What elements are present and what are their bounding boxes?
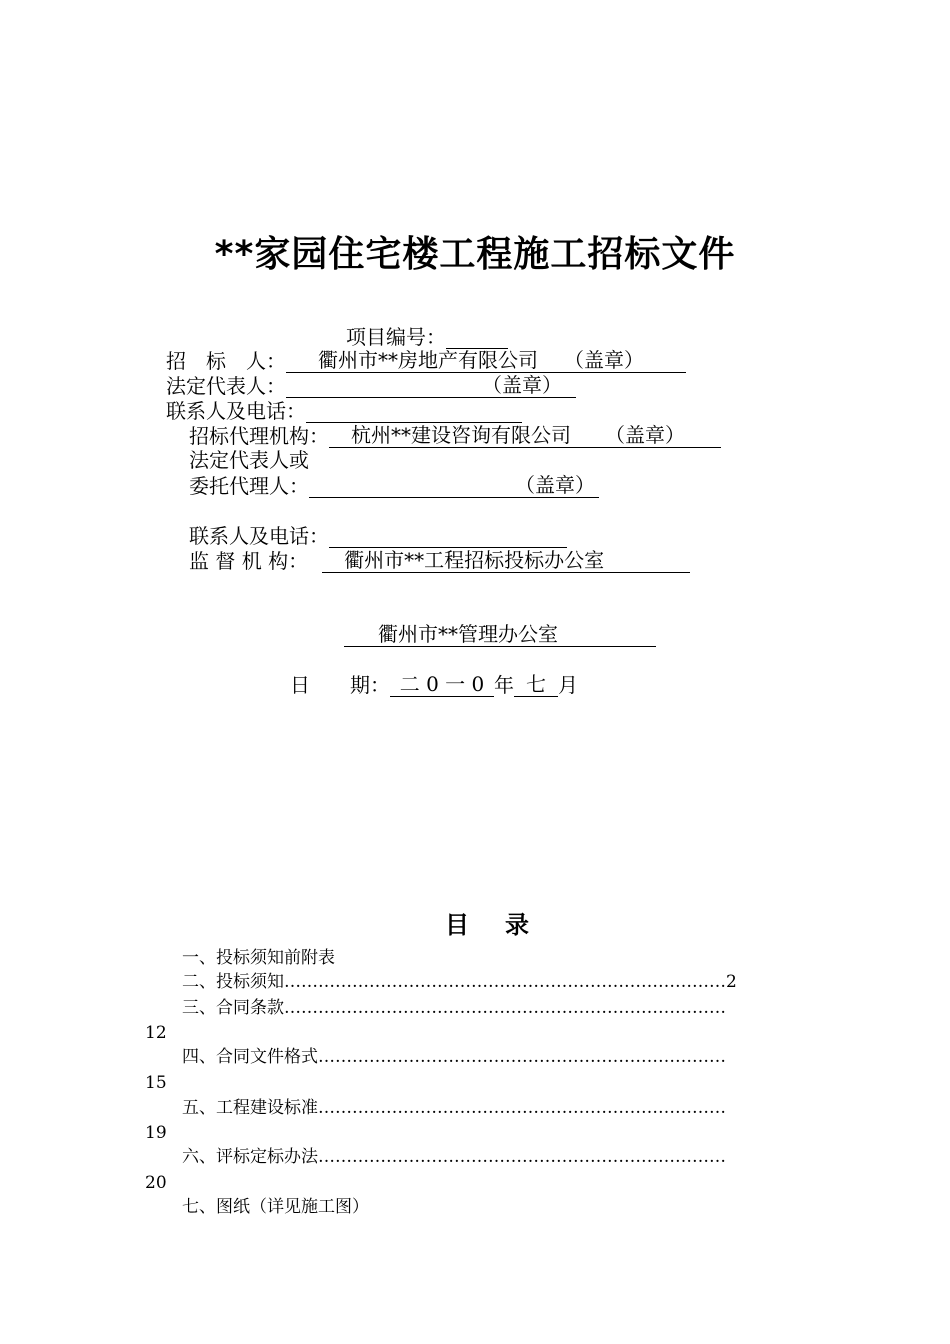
- legal-rep-label: 法定代表人：: [166, 374, 286, 398]
- tenderer-label: 招 标 人：: [166, 349, 286, 373]
- supervision-label: 监 督 机 构：: [189, 549, 309, 573]
- contact-blank: [306, 398, 522, 423]
- toc-item-5-page: 19: [145, 1123, 167, 1143]
- supervision-field-2: [344, 622, 656, 647]
- date-month: 七: [514, 672, 558, 697]
- toc-item-dots: ………………………………………………………………: [318, 1047, 726, 1067]
- legal-rep-seal: （盖章）: [482, 373, 562, 397]
- supervision-field-1: [322, 548, 690, 573]
- toc-item-1[interactable]: [182, 946, 335, 970]
- agency-label: 招标代理机构：: [189, 424, 329, 448]
- tenderer-row: [166, 348, 686, 373]
- agent-row: [189, 473, 599, 498]
- toc-item-3[interactable]: [182, 996, 726, 1020]
- date-row: [290, 672, 578, 697]
- agency-row: [189, 423, 721, 448]
- supervision-row: [189, 548, 690, 573]
- project-number-row: [346, 324, 508, 349]
- toc-item-5[interactable]: [182, 1096, 726, 1120]
- tenderer-field: [286, 348, 686, 373]
- toc-item-label: 一、投标须知前附表: [182, 948, 335, 968]
- project-number-blank: [446, 324, 508, 349]
- date-year: 二 0 一 0: [390, 672, 494, 697]
- toc-item-dots: ……………………………………………………………………: [284, 972, 726, 992]
- supervision-value-2: 衢州市**管理办公室: [378, 622, 558, 646]
- toc-item-dots: ……………………………………………………………………: [284, 998, 726, 1018]
- date-year-unit: 年: [494, 673, 514, 697]
- supervision-row-2: [344, 622, 656, 647]
- legal-rep-field: [286, 373, 576, 398]
- toc-item-label: 六、评标定标办法: [182, 1147, 318, 1167]
- toc-item-4[interactable]: [182, 1045, 726, 1069]
- contact-row: [166, 398, 522, 423]
- tenderer-seal: （盖章）: [564, 348, 644, 372]
- toc-item-label: 七、图纸（详见施工图）: [182, 1197, 369, 1217]
- legal-rep-row: [166, 373, 576, 398]
- agent-contact-label: 联系人及电话：: [189, 524, 329, 548]
- agency-seal: （盖章）: [605, 423, 685, 447]
- toc-item-label: 四、合同文件格式: [182, 1047, 318, 1067]
- tenderer-value: 衢州市**房地产有限公司: [318, 348, 538, 372]
- date-month-unit: 月: [558, 673, 578, 697]
- toc-item-6-page: 20: [145, 1173, 167, 1193]
- toc-item-dots: ………………………………………………………………: [318, 1098, 726, 1118]
- agency-value: 杭州**建设咨询有限公司: [351, 423, 571, 447]
- agent-seal: （盖章）: [515, 473, 595, 497]
- toc-item-6[interactable]: [182, 1145, 726, 1169]
- project-number-label: 项目编号：: [346, 325, 446, 349]
- agent-field: [309, 473, 599, 498]
- supervision-value-1: 衢州市**工程招标投标办公室: [344, 548, 605, 572]
- toc-heading: 目录: [445, 911, 565, 939]
- agent-contact-blank: [329, 523, 567, 548]
- toc-item-4-page: 15: [145, 1073, 167, 1093]
- toc-item-page: 2: [726, 972, 737, 992]
- toc-item-label: 五、工程建设标准: [182, 1098, 318, 1118]
- document-title: **家园住宅楼工程施工招标文件: [214, 234, 736, 275]
- agent-label: 委托代理人：: [189, 474, 309, 498]
- toc-item-label: 二、投标须知: [182, 972, 284, 992]
- toc-item-dots: ………………………………………………………………: [318, 1147, 726, 1167]
- agent-contact-row: [189, 523, 567, 548]
- agency-field: [329, 423, 721, 448]
- toc-item-3-page: 12: [145, 1023, 167, 1043]
- agent-label-line1: 法定代表人或: [189, 448, 309, 472]
- date-label: 日 期：: [290, 673, 390, 697]
- toc-item-label: 三、合同条款: [182, 998, 284, 1018]
- contact-label: 联系人及电话：: [166, 399, 306, 423]
- toc-item-2[interactable]: [182, 970, 737, 994]
- toc-item-7[interactable]: [182, 1195, 369, 1219]
